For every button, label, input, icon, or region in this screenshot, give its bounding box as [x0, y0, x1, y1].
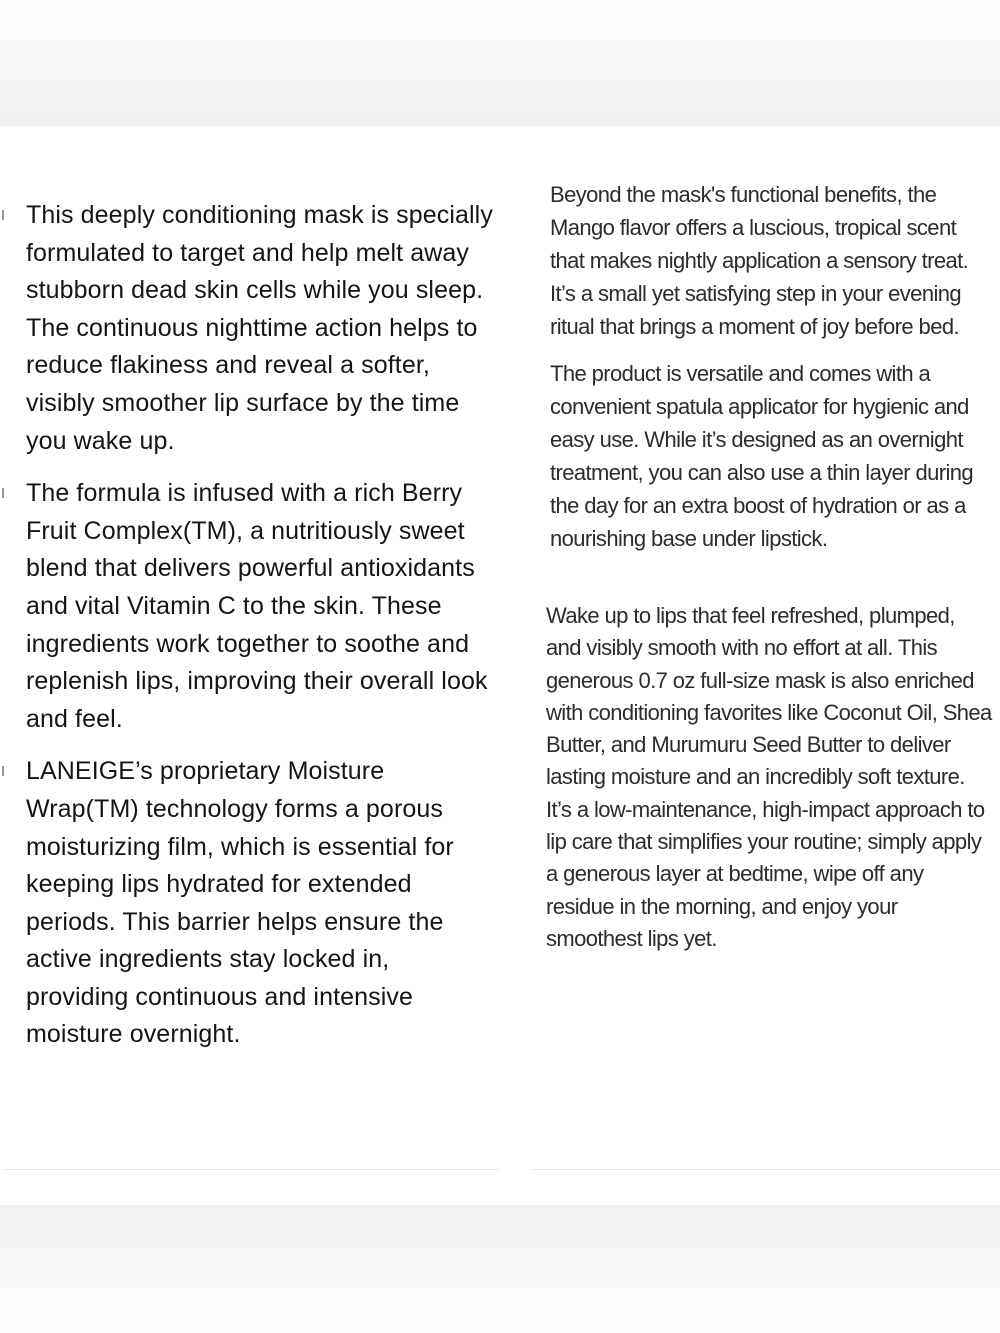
- left-paragraph: [26, 753, 496, 1054]
- top-background-band: [0, 0, 1000, 126]
- right-divider: [532, 1169, 1000, 1170]
- left-paragraph: [26, 197, 496, 460]
- bullet-marker: [2, 210, 4, 220]
- bottom-background-band: [0, 1205, 1000, 1333]
- left-description-column: [26, 197, 496, 1069]
- left-paragraph-text: This deeply conditioning mask is specially formulated to target and help melt away stubborn dead skin cells while you sleep. The continuous nighttime action helps to reduce flakiness and reveal a softer, visibly smoother lip surface by the time you wake up.: [26, 201, 493, 455]
- right-paragraph: The product is versatile and comes with a convenient spatula applicator for hygienic and easy use. While it’s designed as an overnight treatment, you can also use a thin layer during the day for an extra boost of hydration or as a nourishing base under lipstick.: [550, 361, 974, 551]
- bullet-marker: [2, 766, 4, 776]
- right-paragraph: Wake up to lips that feel refreshed, plumped, and visibly smooth with no effort at all. This generous 0.7 oz full-size mask is also enriched with conditioning favorites like Coconut Oil, Shea Butter, and Murumuru Seed Butter to deliver lasting moisture and an incredibly soft texture. It’s a low-maintenance, high-impact approach to lip care that simplifies your routine; simply apply a generous layer at bedtime, wipe off any residue in the morning, and enjoy your smoothest lips yet.: [546, 603, 992, 951]
- bullet-marker: [2, 488, 4, 498]
- left-divider: [4, 1169, 498, 1170]
- left-paragraph: [26, 475, 496, 738]
- right-description-column: [546, 178, 995, 955]
- right-paragraph: Beyond the mask's functional benefits, the Mango flavor offers a luscious, tropical scent that makes nightly application a sensory treat. It’s a small yet satisfying step in your evening ritual that brings a moment of joy before bed.: [550, 182, 969, 339]
- left-paragraph-text: LANEIGE’s proprietary Moisture Wrap(TM) technology forms a porous moisturizing film, which is essential for keeping lips hydrated for extended periods. This barrier helps ensure the active ingredients stay locked in, providing continuous and intensive moisture overnight.: [26, 757, 454, 1049]
- left-paragraph-text: The formula is infused with a rich Berry Fruit Complex(TM), a nutritiously sweet blend that delivers powerful antioxidants and vital Vitamin C to the skin. These ingredients work together to soothe and replenish lips, improving their overall look and feel.: [26, 479, 488, 733]
